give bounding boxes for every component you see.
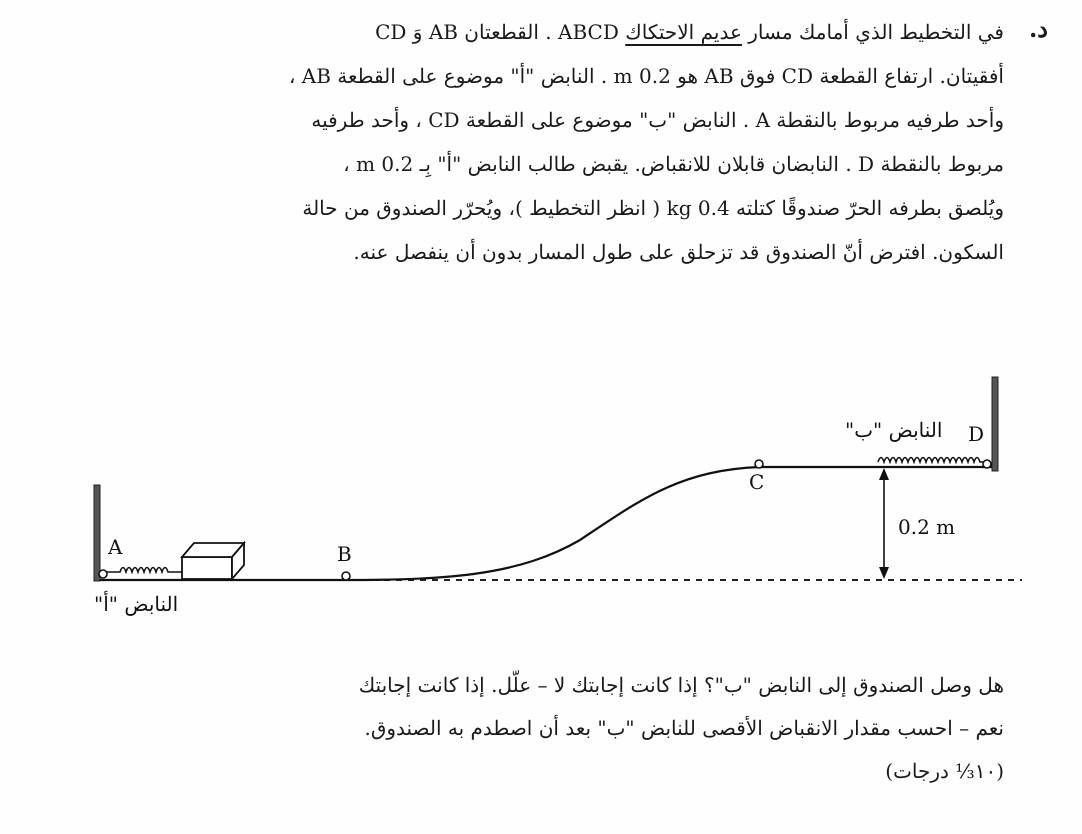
spring-a-label: النابض "أ" <box>94 592 179 616</box>
section-letter: د. <box>1028 14 1048 43</box>
frictionless-emphasis: عديم الاحتكاك <box>625 20 742 44</box>
intro-line-6: السكون. افترض أنّ الصندوق قد تزحلق على طول المسار بدون أن ينفصل عنه. <box>353 240 1004 264</box>
right-wall <box>992 377 998 471</box>
spring-b <box>878 458 988 463</box>
point-a-marker <box>99 570 107 578</box>
question-prompt <box>44 664 1004 793</box>
intro-line-5: ويُلصق بطرفه الحرّ صندوقًا كتلته 0.4 kg ( انظر التخطيط )، ويُحرّر الصندوق من حالة <box>302 196 1004 220</box>
spring-b-label: النابض "ب" <box>845 418 943 442</box>
track-diagram <box>0 360 1082 660</box>
box <box>182 543 244 579</box>
point-c-label: C <box>749 470 765 494</box>
point-b-label: B <box>337 542 352 566</box>
point-d-marker <box>983 460 991 468</box>
intro-line-2: أفقيتان. ارتفاع القطعة CD فوق AB هو 0.2 m . النابض "أ" موضوع على القطعة AB ، <box>288 64 1004 88</box>
point-b-marker <box>342 572 350 580</box>
point-c-marker <box>755 460 763 468</box>
intro-line-4: مربوط بالنقطة D . النابضان قابلان للانقباض. يقبض طالب النابض "أ" بِـ 0.2 m ، <box>343 152 1004 176</box>
height-label: 0.2 m <box>898 515 956 539</box>
left-wall <box>94 485 100 581</box>
intro-line-1: في التخطيط الذي أمامك مسار عديم الاحتكاك ABCD . القطعتان AB وَ CD <box>375 20 1004 44</box>
question-intro <box>44 10 1004 274</box>
height-arrow <box>879 468 889 579</box>
spring-a <box>104 568 183 573</box>
prompt-line-1: هل وصل الصندوق إلى النابض "ب"؟ إذا كانت إجابتك لا – علّل. إذا كانت إجابتك <box>358 673 1004 697</box>
intro-line-3: وأحد طرفيه مربوط بالنقطة A . النابض "ب" موضوع على القطعة CD ، وأحد طرفيه <box>311 108 1004 132</box>
point-d-label: D <box>968 422 985 446</box>
score-line: (١٠⅓ درجات) <box>885 759 1004 783</box>
point-a-label: A <box>108 535 123 559</box>
prompt-line-2: نعم – احسب مقدار الانقباض الأقصى للنابض "ب" بعد أن اصطدم به الصندوق. <box>364 716 1004 740</box>
